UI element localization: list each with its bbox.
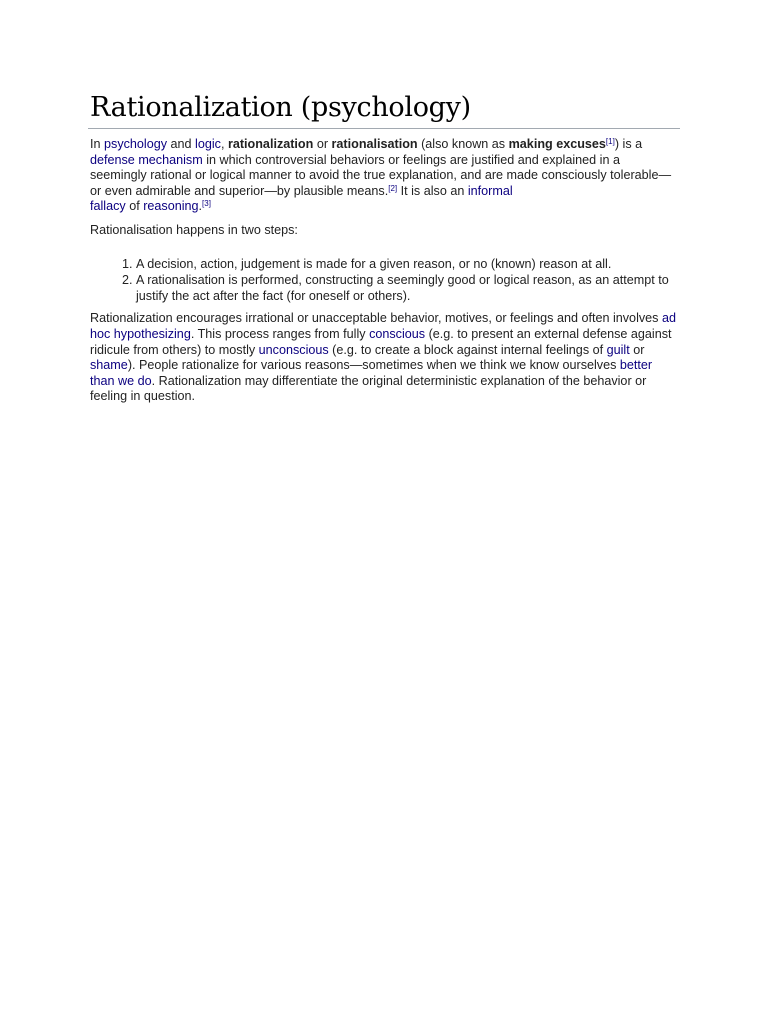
text: (also known as <box>417 137 509 151</box>
link-ad-hoc-hypothesizing[interactable]: ad hoc hypothesizing <box>90 311 676 341</box>
text: . <box>198 199 203 214</box>
steps-intro: Rationalisation happens in two steps: <box>90 223 298 238</box>
bold-term-rationalization: rationalization <box>227 137 314 151</box>
link-conscious[interactable]: conscious <box>369 326 426 341</box>
reference-2[interactable]: [2] <box>388 183 398 193</box>
text: . Rationalization may differentiate the original deterministic explanation of the behavior or feeling in question. <box>90 373 647 404</box>
list-item: 1. A decision, action, judgement is made for a given reason, or no (known) reason at all. <box>136 257 678 273</box>
link-reasoning[interactable]: reasoning <box>143 199 199 214</box>
text: . This process ranges from fully <box>190 326 370 341</box>
text: In <box>90 137 105 151</box>
link-defense-mechanism[interactable]: defense mechanism <box>90 152 203 167</box>
bold-term-making-excuses: making excuses <box>508 137 606 151</box>
link-psychology[interactable]: psychology <box>104 137 168 151</box>
link-fallacy[interactable]: fallacy <box>90 199 126 214</box>
text: in which controversial behaviors or feelings are justified and explained in a seemingly rational or logical manner to avoid the true explanation, and are made consciously tolerable—or even admirable and superior—by plausible means. <box>90 152 672 198</box>
steps-list <box>90 257 678 304</box>
link-unconscious[interactable]: unconscious <box>258 342 329 357</box>
text: and <box>167 137 196 151</box>
text: ) is a <box>614 137 643 151</box>
link-guilt[interactable]: guilt <box>606 342 630 357</box>
text: Rationalization encourages irrational or unacceptable behavior, motives, or feelings and often involves <box>90 311 662 326</box>
text: of <box>125 199 144 214</box>
article-body <box>90 137 678 413</box>
text: (e.g. to create a block against internal feelings of <box>328 342 607 357</box>
text: or <box>629 342 645 357</box>
list-item: 2. A rationalisation is performed, constructing a seemingly good or logical reason, as an attempt to justify the act after the fact (for oneself or others). <box>136 273 678 304</box>
body-paragraph <box>90 311 678 405</box>
link-better-than-we-do[interactable]: better than we do <box>90 358 653 388</box>
bold-term-rationalisation: rationalisation <box>331 137 418 151</box>
reference-3[interactable]: [3] <box>202 199 211 209</box>
title-divider <box>88 128 680 129</box>
intro-paragraph <box>90 137 678 215</box>
text: or <box>313 137 332 151</box>
link-logic[interactable]: logic <box>195 137 221 151</box>
reference-1[interactable]: [1] <box>605 137 615 146</box>
text: It is also an <box>397 183 468 198</box>
text: ). People rationalize for various reasons—sometimes when we think we know ourselves <box>127 358 620 373</box>
text: (e.g. to present an external defense against ridicule from others) to mostly <box>90 326 672 357</box>
page-title: Rationalization (psychology) <box>90 92 471 123</box>
link-shame[interactable]: shame <box>90 358 128 373</box>
link-informal[interactable]: informal <box>467 183 513 198</box>
text: , <box>220 137 228 151</box>
